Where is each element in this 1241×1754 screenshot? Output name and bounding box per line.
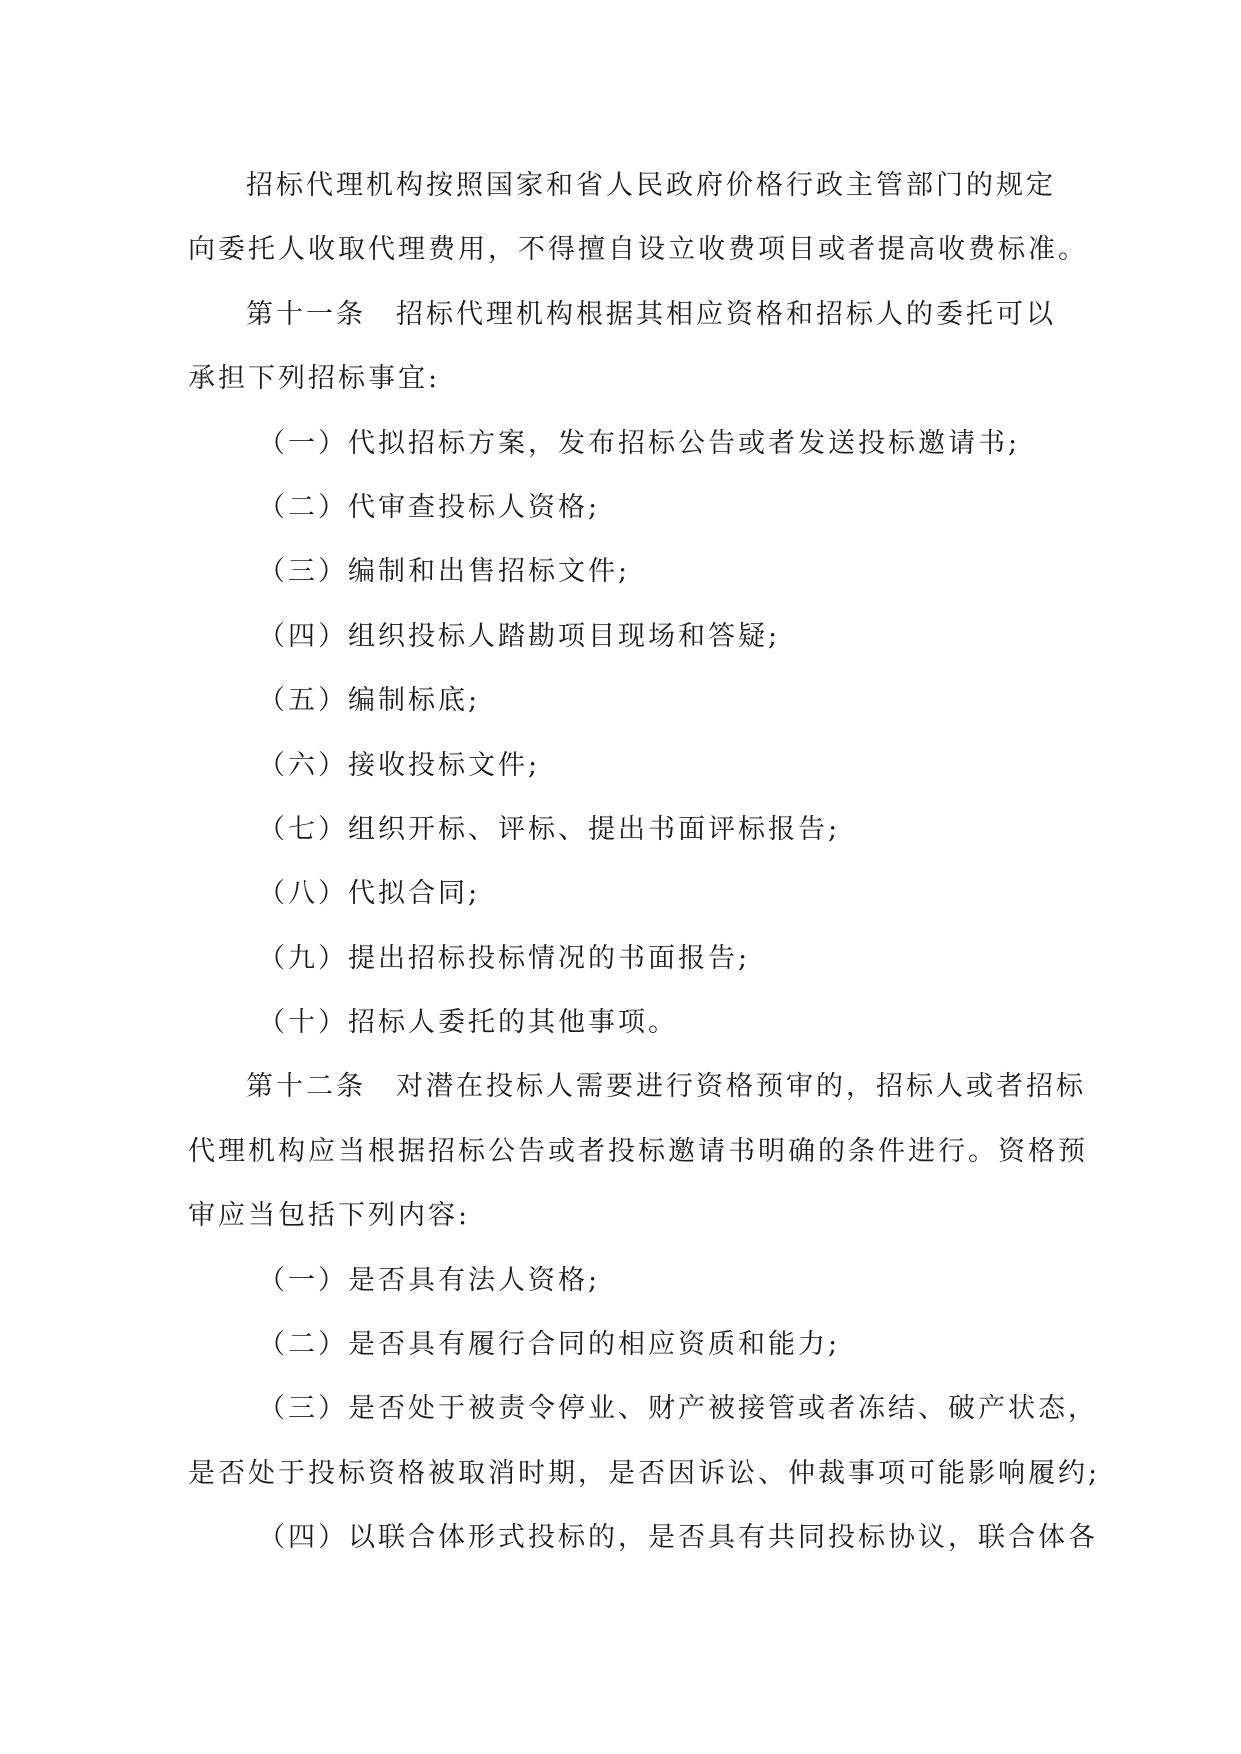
paragraph-line: 承担下列招标事宜:: [188, 363, 441, 395]
list-item: （五）编制标底;: [258, 685, 481, 717]
list-item: （四）以联合体形式投标的，是否具有共同投标协议，联合体各: [258, 1522, 1098, 1554]
list-item: （四）组织投标人踏勘项目现场和答疑;: [258, 620, 781, 652]
list-item: （一）代拟招标方案，发布招标公告或者发送投标邀请书;: [258, 427, 1021, 459]
list-item: （九）提出招标投标情况的书面报告;: [258, 942, 751, 974]
list-item: （七）组织开标、评标、提出书面评标报告;: [258, 813, 841, 845]
document-body: [188, 154, 1101, 1571]
list-item: （一）是否具有法人资格;: [258, 1264, 601, 1296]
list-item: （三）编制和出售招标文件;: [258, 556, 631, 588]
list-item: （三）是否处于被责令停业、财产被接管或者冻结、破产状态，: [258, 1393, 1098, 1425]
paragraph-line: 代理机构应当根据招标公告或者投标邀请书明确的条件进行。资格预: [188, 1135, 1088, 1167]
list-item: （六）接收投标文件;: [258, 749, 541, 781]
paragraph-line: 向委托人收取代理费用，不得擅自设立收费项目或者提高收费标准。: [188, 234, 1088, 266]
list-item: （十）招标人委托的其他事项。: [258, 1007, 678, 1039]
list-item-continuation: 是否处于投标资格被取消时期，是否因诉讼、仲裁事项可能影响履约;: [188, 1457, 1101, 1489]
paragraph-line: 审应当包括下列内容:: [188, 1200, 471, 1232]
paragraph-line: 招标代理机构按照国家和省人民政府价格行政主管部门的规定: [246, 170, 1056, 201]
article-12-heading-line: 第十二条 对潜在投标人需要进行资格预审的，招标人或者招标: [246, 1071, 1086, 1103]
article-11-heading-line: 第十一条 招标代理机构根据其相应资格和招标人的委托可以: [246, 298, 1056, 330]
list-item: （二）是否具有履行合同的相应资质和能力;: [258, 1329, 841, 1361]
list-item: （八）代拟合同;: [258, 878, 481, 910]
list-item: （二）代审查投标人资格;: [258, 491, 601, 523]
